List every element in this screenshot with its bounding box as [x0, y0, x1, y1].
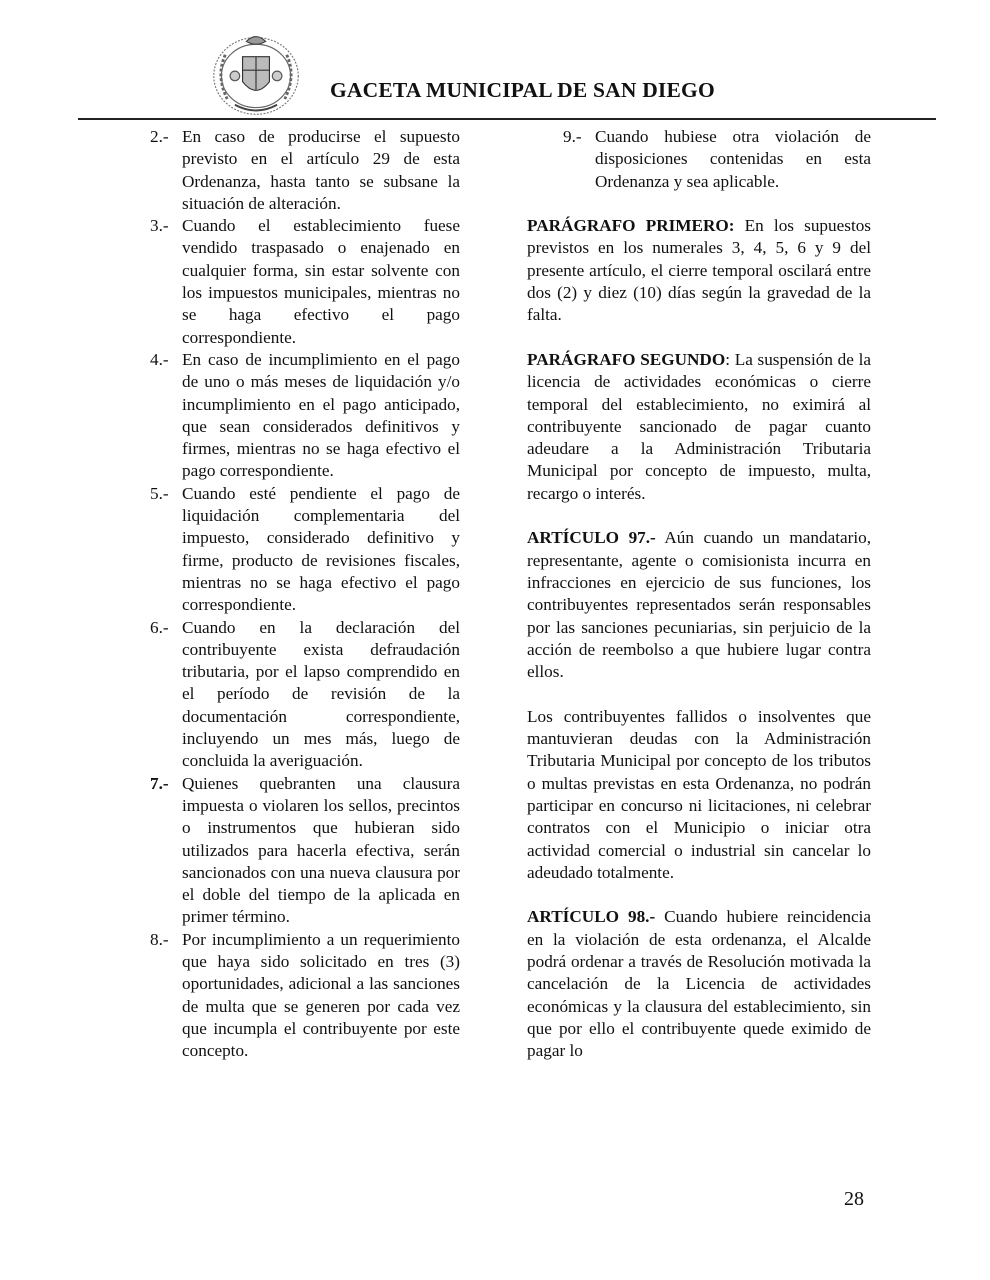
item-number: 5.- [150, 483, 169, 503]
articulo-97 [527, 527, 871, 683]
left-column [150, 126, 460, 1062]
item-text: En caso de incumplimiento en el pago de uno o más meses de liquidación y/o incumplimiento en el pago anticipado, que sean considerados definitivos y firmes, mientras no se haga efectivo el pago correspondiente. [182, 349, 460, 481]
item-number: 4.- [150, 349, 169, 369]
paragrafo-primero [527, 215, 871, 326]
paragrafo-primero-text: En los supuestos previstos en los numerales 3, 4, 5, 6 y 9 del presente artículo, el cierre temporal oscilará entre dos (2) y diez (10) días según la gravedad de la falta. [527, 216, 871, 325]
item-number: 6.- [150, 617, 169, 637]
item-text: Cuando en la declaración del contribuyente exista defraudación tributaria, por el lapso comprendido en el período de revisión de la documentación correspondiente, incluyendo un mes más, luego de concluida la averiguación. [182, 617, 460, 771]
articulo-98-text: Cuando hubiere reincidencia en la violación de esta ordenanza, el Alcalde podrá ordenar a través de Resolución motivada la cancelación de la Licencia de actividades económicas y la clausura del establecimiento, sin que por ello el contribuyente quede eximido de pagar lo [527, 907, 871, 1061]
paragrafo-segundo-text: : La suspensión de la licencia de actividades económicas o cierre temporal del establecimiento, no eximirá al contribuyente sancionado de pagar cuanto adeudare a la Administración Tributaria Municipal por concepto de impuesto, multa, recargo o interés. [527, 349, 871, 503]
list-item [150, 929, 460, 1063]
item-number: 8.- [150, 929, 169, 949]
municipal-seal-icon [208, 26, 304, 122]
header-rule [78, 118, 936, 120]
item-number: 9.- [563, 127, 582, 146]
list-item [150, 617, 460, 773]
gazette-title: GACETA MUNICIPAL DE SAN DIEGO [330, 78, 715, 102]
paragrafo-segundo [527, 349, 871, 505]
item-text: Cuando hubiese otra violación de disposiciones contenidas en esta Ordenanza y sea aplicable. [595, 127, 871, 191]
list-item [150, 773, 460, 929]
right-column [527, 126, 871, 1062]
paragrafo-segundo-label: PARÁGRAFO SEGUNDO [527, 349, 726, 369]
item-number: 2.- [150, 127, 169, 146]
item-text: Quienes quebranten una clausura impuesta o violaren los sellos, precintos o instrumentos que hubieran sido utilizados para hacerla efectiva, serán sancionados con una nueva clausura por el doble del tiempo de la aplicada en primer término. [182, 773, 460, 927]
list-item [527, 126, 871, 193]
list-item [150, 215, 460, 349]
page-number: 28 [844, 1188, 864, 1210]
paragrafo-primero-label: PARÁGRAFO PRIMERO: [527, 216, 735, 236]
item-text: Cuando el establecimiento fuese vendido traspasado o enajenado en cualquier forma, sin estar solvente con los impuestos municipales, mientras no se haga efectivo el pago correspondiente. [182, 216, 460, 347]
contribuyentes-fallidos-paragraph: Los contribuyentes fallidos o insolventes que mantuvieran deudas con la Administración Tributaria Municipal por concepto de los tributos o multas previstas en esta Ordenanza, no podrán participar en concurso ni licitaciones, ni celebrar contratos con el Municipio o iniciar otra actividad comercial o industrial sin cancelar lo adeudado totalmente. [527, 706, 871, 882]
articulo-98-label: ARTÍCULO 98.- [527, 907, 656, 927]
item-text: Por incumplimiento a un requerimiento que haya sido solicitado en tres (3) oportunidades, adicional a las sanciones de multa que se generen por cada vez que incumpla el contribuyente por este concepto. [182, 929, 460, 1061]
list-item [150, 126, 460, 215]
item-text: En caso de producirse el supuesto previsto en el artículo 29 de esta Ordenanza, hasta tanto se subsane la situación de alteración. [182, 127, 460, 213]
list-item [150, 483, 460, 617]
articulo-98 [527, 906, 871, 1062]
articulo-97-text: Aún cuando un mandatario, representante, agente o comisionista incurra en infracciones en ejercicio de sus funciones, los contribuyentes representados serán responsables por las sanciones pecuniarias, sin perjuicio de la acción de reembolso a que hubiere lugar contra ellos. [527, 528, 871, 682]
item-number: 7.- [150, 773, 169, 793]
articulo-97-label: ARTÍCULO 97.- [527, 528, 656, 548]
list-item [150, 349, 460, 483]
item-number: 3.- [150, 216, 169, 236]
item-text: Cuando esté pendiente el pago de liquidación complementaria del impuesto, considerado definitivo y firme, producto de revisiones fiscales, mientras no se haga efectivo el pago correspondiente. [182, 483, 460, 615]
